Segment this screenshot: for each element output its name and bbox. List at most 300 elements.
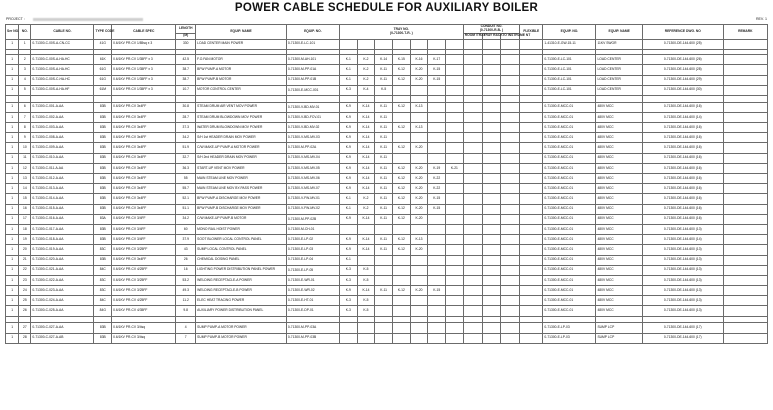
spacer-cell [463,316,482,323]
cell-no: 6 [19,102,31,112]
cell-sr-no: 1 [6,296,19,306]
cell-tray: K-14 [357,174,375,184]
cell-from-equip-no: 0-71300-M-PP-03A [286,323,339,333]
cell-to-equip-name: 480V MCC [596,286,642,296]
cell-tray-rack [482,204,501,214]
cell-sr-no: 1 [6,265,19,275]
cell-type-code: 61M [94,85,112,95]
cell-to-instrument [501,235,520,245]
cell-cable-spec: 0.6/1KV PR-CV 3x4FF [112,123,176,133]
cell-tray [410,153,428,163]
cell-sr-no: 1 [6,333,19,343]
cell-tray: K-14 [357,235,375,245]
cell-flexible [520,224,543,234]
spacer-cell [6,95,19,102]
cell-tray [375,265,393,275]
cell-tray: K-1 [339,204,357,214]
cell-tray: K-13 [410,235,428,245]
cell-type-code: 83B [94,133,112,143]
cell-tray: K-9 [339,245,357,255]
cell-to-equip-no: 0-71300-E-MCC-01 [543,133,596,143]
cell-reference-dwg: 0-71300-DE-144-600 (13) [642,245,723,255]
cell-tray: K-14 [357,153,375,163]
cell-tray: K-11 [375,235,393,245]
cell-type-code: 83B [94,123,112,133]
spacer-row [6,95,768,102]
cell-tray: K-20 [410,286,428,296]
cell-tray [446,235,464,245]
cell-cable-spec: 0.6/1KV PR-CV 3/25FF [112,286,176,296]
cell-from-equip-no: 0-71300-V-FW-MV-01 [286,194,339,204]
cell-tray: K-14 [357,112,375,122]
cell-flexible [520,323,543,333]
revision-label: REV. 1 [755,17,767,21]
cell-tray [446,85,464,95]
cell-to-equip-no: 0-71300-E-LP-03 [543,323,596,333]
cell-flexible [520,143,543,153]
cell-tray: K-20 [410,184,428,194]
cell-length: 34.2 [176,214,196,224]
cell-type-code: 83B [94,174,112,184]
spacer-cell [286,316,339,323]
cell-tray: K-12 [392,163,410,173]
cell-tray-rack [482,333,501,343]
cell-tray: K-5 [357,296,375,306]
cell-flexible [520,255,543,265]
cell-remark [723,204,767,214]
cell-tray: K-2 [357,55,375,65]
cell-sr-no: 1 [6,245,19,255]
cell-tray [428,153,446,163]
cell-tray: K-1 [339,65,357,75]
cell-flexible [520,296,543,306]
cell-to-instrument [501,55,520,65]
cell-to-instrument [501,204,520,214]
cell-tray [446,75,464,85]
cell-tray [446,265,464,275]
cell-tray: K-11 [375,184,393,194]
cell-reference-dwg: 0-71300-DE-144-600 (16) [642,123,723,133]
cell-tray [410,306,428,316]
cell-cable-spec: 0.6/1KV PR-CV 3x4FF [112,194,176,204]
cell-tray: K-16 [410,55,428,65]
cell-tray [428,275,446,285]
cell-sr-no: 1 [6,184,19,194]
cell-to-equip-no: 0-71300-E-LC-101 [543,65,596,75]
cell-from-equip-name: S/H 2nd HEADER DRAIN MOV POWER [196,153,287,163]
cell-flexible [520,306,543,316]
cell-tray [446,184,464,194]
cell-room-tray [463,39,482,49]
cell-no: 8 [19,123,31,133]
cell-tray: K-15 [428,286,446,296]
cell-tray: K-9 [339,133,357,143]
cell-tray: K-20 [410,75,428,85]
cell-tray [357,333,375,343]
cell-type-code: 83A [94,214,112,224]
cell-tray: K-5 [357,306,375,316]
cell-type-code: 83B [94,255,112,265]
cell-tray: K-12 [392,102,410,112]
cell-to-equip-name: 480V MCC [596,112,642,122]
cell-from-equip-no: 0-71300-V-MS-MV-07 [286,184,339,194]
table-row [6,323,768,333]
header-conduit-no: CONDUIT NO. (0-71300-R-B- ) [463,25,519,34]
cable-schedule-table [5,24,768,344]
cell-type-code: 83B [94,333,112,343]
cell-type-code: 83B [94,224,112,234]
cell-cable-no: 0-71300-C-001-A-AA [31,102,94,112]
cell-sr-no: 1 [6,75,19,85]
cell-to-instrument [501,174,520,184]
cell-to-instrument [501,112,520,122]
cell-cable-spec: 0.6/1KV PR-CV 3x4FF [112,112,176,122]
cell-tray [410,333,428,343]
table-row [6,194,768,204]
cell-from-equip-name: STEAM DRUM BLOWDOWN MOV POWER [196,112,287,122]
cell-tray: K-11 [375,123,393,133]
cell-tray [428,255,446,265]
cell-tray: K-12 [392,143,410,153]
cell-reference-dwg: 0-71300-DE-144-600 (13) [642,224,723,234]
cell-flexible [520,174,543,184]
cell-cable-spec: 0.6/1KV PR-CV 3x4FF [112,255,176,265]
cell-tray: K-3 [339,275,357,285]
cell-length: 37.3 [176,123,196,133]
cell-tray-rack [482,296,501,306]
cell-sr-no: 1 [6,65,19,75]
cell-tray: K-2 [357,194,375,204]
cell-tray-rack [482,265,501,275]
spacer-cell [357,316,375,323]
cell-to-instrument [501,265,520,275]
cell-from-equip-no: 0-71300-M-PP-01B [286,75,339,85]
cell-tray [428,39,446,49]
cell-no: 22 [19,265,31,275]
cell-sr-no: 1 [6,102,19,112]
cell-reference-dwg: 0-71300-DE-144-600 (16) [642,204,723,214]
cell-tray [428,143,446,153]
cell-from-equip-no: 0-71300-E-DP-01 [286,306,339,316]
cell-type-code: 83B [94,112,112,122]
cell-remark [723,296,767,306]
cell-tray-rack [482,286,501,296]
cell-remark [723,112,767,122]
cell-tray [357,39,375,49]
cell-from-equip-name: STEAM DRUM AIR VENT MOV POWER [196,102,287,112]
table-row [6,275,768,285]
cell-tray [446,133,464,143]
table-row [6,255,768,265]
cell-tray: K-20 [410,245,428,255]
spacer-cell [339,95,357,102]
cell-reference-dwg: 0-71300-DE-144-600 (14) [642,235,723,245]
header-remark: REMARK [723,25,767,40]
cell-no: 20 [19,245,31,255]
cell-tray-rack [482,102,501,112]
cell-tray [357,224,375,234]
cell-room-tray [463,323,482,333]
cell-room-tray [463,174,482,184]
cell-to-equip-name: 480V MCC [596,143,642,153]
cell-length: 34.2 [176,133,196,143]
cell-tray: K-9 [339,112,357,122]
cell-sr-no: 1 [6,153,19,163]
cell-sr-no: 1 [6,275,19,285]
cell-cable-spec: 0.6/1KV PR-CV 3/25FF [112,245,176,255]
cell-tray: K-12 [392,174,410,184]
cell-cable-no: 0-71300-C-021-A-AA [31,265,94,275]
cell-flexible [520,65,543,75]
cell-cable-no: 0-71300-C-025-A-AA [31,306,94,316]
cell-no: 1 [19,39,31,49]
cell-length: 7 [176,333,196,343]
cell-cable-no: 0-71300-C-013-A-AA [31,184,94,194]
cell-sr-no: 1 [6,235,19,245]
cell-tray: K-15 [428,75,446,85]
table-row [6,39,768,49]
cell-tray: K-4 [357,85,375,95]
cell-from-equip-name: SOOT BLOWER LOCAL CONTROL PANEL [196,235,287,245]
cell-cable-spec: 0.6/1KV PR-CV 3x4FF [112,184,176,194]
cell-remark [723,123,767,133]
spacer-cell [339,316,357,323]
cell-room-tray [463,112,482,122]
cell-tray: K-12 [392,65,410,75]
cell-to-equip-name: 11KV SWGR [596,39,642,49]
cell-from-equip-no: 0-71300-V-BD-MV-01 [286,102,339,112]
cell-from-equip-no: 0-71300-M-PP-01A [286,65,339,75]
spacer-cell [446,316,464,323]
cell-to-equip-no: 0-71300-E-MCC-01 [543,163,596,173]
cell-from-equip-name: START-UP VENT MOV POWER [196,163,287,173]
cell-remark [723,255,767,265]
cell-no: 9 [19,133,31,143]
cell-to-equip-no: 0-71300-E-LC-101 [543,75,596,85]
cell-remark [723,265,767,275]
cell-tray [428,123,446,133]
cell-no: 11 [19,153,31,163]
cell-to-instrument [501,153,520,163]
spacer-cell [112,316,176,323]
spacer-cell [501,95,520,102]
cell-flexible [520,245,543,255]
cell-to-equip-name: 480V MCC [596,235,642,245]
table-row [6,85,768,95]
cell-to-equip-no: 0-71300-E-LP-03 [543,333,596,343]
cell-tray [428,85,446,95]
cell-length: 60 [176,224,196,234]
cell-tray: K-20 [410,65,428,75]
cell-tray [446,333,464,343]
header-sr-no: Ser NO. [6,25,19,40]
cell-reference-dwg: 0-71300-DE-144-600 (16) [642,133,723,143]
cell-tray-rack [482,275,501,285]
cell-room-tray [463,224,482,234]
cell-flexible [520,133,543,143]
cell-to-equip-no: 0-71300-E-MCC-01 [543,123,596,133]
cell-from-equip-no: 0-71300-V-BD-FCV-01 [286,112,339,122]
cell-from-equip-name: MAIN STEAM LINE MOV POWER [196,174,287,184]
cell-from-equip-no: 0-71300-E-MCC-001 [286,85,339,95]
cell-no: 12 [19,163,31,173]
cell-to-equip-no: 0-71300-E-MCC-01 [543,174,596,184]
table-row [6,333,768,343]
cell-sr-no: 1 [6,55,19,65]
table-row [6,286,768,296]
cell-tray [339,333,357,343]
cell-reference-dwg: 0-71300-DE-144-600 (13) [642,265,723,275]
header-flexible: FLEXIBLE [520,25,543,40]
cell-to-instrument [501,123,520,133]
cell-sr-no: 1 [6,143,19,153]
cell-remark [723,333,767,343]
cell-cable-spec: 0.6/1KV PR-CV 3x4FF [112,174,176,184]
spacer-cell [176,316,196,323]
cell-no: 4 [19,75,31,85]
spacer-cell [375,95,393,102]
cell-tray-rack [482,235,501,245]
cell-no: 25 [19,296,31,306]
cell-reference-dwg: 0-71300-DE-144-600 (13) [642,306,723,316]
cell-remark [723,275,767,285]
cell-to-equip-no: 0-71300-E-MCC-01 [543,194,596,204]
cell-from-equip-name: WELDING RECEPTACLE-A POWER [196,275,287,285]
cell-tray: K-9 [339,102,357,112]
cell-tray [410,296,428,306]
cell-cable-no: 0-71300-C-024-A-AA [31,296,94,306]
cell-type-code: 83B [94,323,112,333]
spacer-cell [482,95,501,102]
cell-tray: K-9 [339,153,357,163]
cell-room-tray [463,123,482,133]
cell-room-tray [463,265,482,275]
cell-to-equip-name: 480V MCC [596,224,642,234]
cell-length: 26 [176,255,196,265]
table-row [6,306,768,316]
cell-tray: K-11 [375,112,393,122]
spacer-cell [176,95,196,102]
cell-cable-spec: 0.6/1KV PR-CV 1/35FF x 3 [112,75,176,85]
cell-tray-rack [482,143,501,153]
cell-tray: K-14 [357,245,375,255]
cell-room-tray [463,55,482,65]
cell-reference-dwg: 0-71300-DE-144-600 (16) [642,102,723,112]
cell-tray: K-1 [339,75,357,85]
cell-tray [446,286,464,296]
cell-sr-no: 1 [6,306,19,316]
cell-to-equip-name: 480V MCC [596,265,642,275]
header-type-code: TYPE CODE [94,25,112,40]
cell-remark [723,85,767,95]
cell-to-equip-no: 0-71300-E-MCC-01 [543,224,596,234]
cell-from-equip-name: S/H 1st HEADER DRAIN MOV POWER [196,133,287,143]
cell-tray: K-14 [357,102,375,112]
cell-from-equip-no: 0-71300-E-WR-02 [286,286,339,296]
header-to-instrument: TO INSTRUME NT [502,33,531,38]
cell-tray [446,143,464,153]
cell-room-tray [463,102,482,112]
cell-from-equip-name: BFW PUMP-A MOTOR [196,65,287,75]
cell-tray [392,85,410,95]
cell-tray [446,214,464,224]
table-row [6,153,768,163]
cell-length: 37.9 [176,235,196,245]
cell-tray [339,323,357,333]
cell-from-equip-no: 0-71300-V-FW-MV-02 [286,204,339,214]
cell-remark [723,133,767,143]
cell-from-equip-no: 0-71300-M-PP-02A [286,143,339,153]
table-row [6,184,768,194]
spacer-cell [520,316,543,323]
cell-from-equip-name: MONO RAIL HOIST POWER [196,224,287,234]
cell-from-equip-no: 0-71300-E-LP-03 [286,245,339,255]
cell-flexible [520,286,543,296]
cell-to-equip-name: 480V MCC [596,184,642,194]
cell-tray: K-3 [339,85,357,95]
spacer-cell [410,316,428,323]
cell-to-equip-name: 480V MCC [596,245,642,255]
cell-tray [392,153,410,163]
header-to-equip-no: EQUIP. NO. [543,25,596,40]
cell-tray: K-11 [375,214,393,224]
cell-to-instrument [501,333,520,343]
cell-tray: K-14 [357,123,375,133]
cell-type-code: 61K [94,55,112,65]
cell-remark [723,102,767,112]
cell-length: 55 [176,174,196,184]
cell-tray [339,39,357,49]
cell-cable-no: 0-71300-C-027-A-AB [31,333,94,343]
cell-remark [723,224,767,234]
cell-cable-spec: 0.6/1KV PR-CV 3/4FF [112,224,176,234]
cell-to-equip-no: 0-71300-E-MCC-01 [543,306,596,316]
cell-from-equip-no: 0-71300-V-MS-MV-03 [286,133,339,143]
cell-tray [428,306,446,316]
cell-cable-spec: 0.6/1KV PR-CV 4/35FF [112,306,176,316]
cell-to-instrument [501,143,520,153]
cell-to-equip-name: LOAD CENTER [596,85,642,95]
cell-length: 32.7 [176,153,196,163]
cell-tray: K-9 [339,235,357,245]
cell-cable-no: 0-71300-C-027-A-AA [31,323,94,333]
cell-to-equip-name: 480V MCC [596,296,642,306]
header-from-equip-no: EQUIP. NO. [286,25,339,40]
cell-type-code: 84C [94,265,112,275]
cell-from-equip-no: 0-71300-E-LP-05 [286,265,339,275]
cell-room-tray [463,214,482,224]
cell-remark [723,153,767,163]
table-row [6,235,768,245]
header-tray-no: TRAY NO. (0-71300-T-R- ) [339,25,463,40]
cell-cable-spec: 0.6/1KV PR-CV 3/25FF [112,275,176,285]
cell-to-equip-name: 480V MCC [596,163,642,173]
cell-tray [392,265,410,275]
cell-tray: K-5 [357,275,375,285]
cell-remark [723,306,767,316]
cell-tray-rack [482,39,501,49]
cell-type-code: 61G [94,75,112,85]
cell-length: 36.3 [176,163,196,173]
cell-to-equip-no: 1-41310-E-GW-15-11 [543,39,596,49]
cell-cable-no: 0-71300-C-018-A-AA [31,235,94,245]
cell-remark [723,65,767,75]
cell-to-equip-no: 0-71300-E-MCC-01 [543,184,596,194]
cell-tray-rack [482,323,501,333]
cell-flexible [520,275,543,285]
cell-tray: K-9 [339,184,357,194]
cell-cable-no: 0-71300-C-023-A-AA [31,286,94,296]
